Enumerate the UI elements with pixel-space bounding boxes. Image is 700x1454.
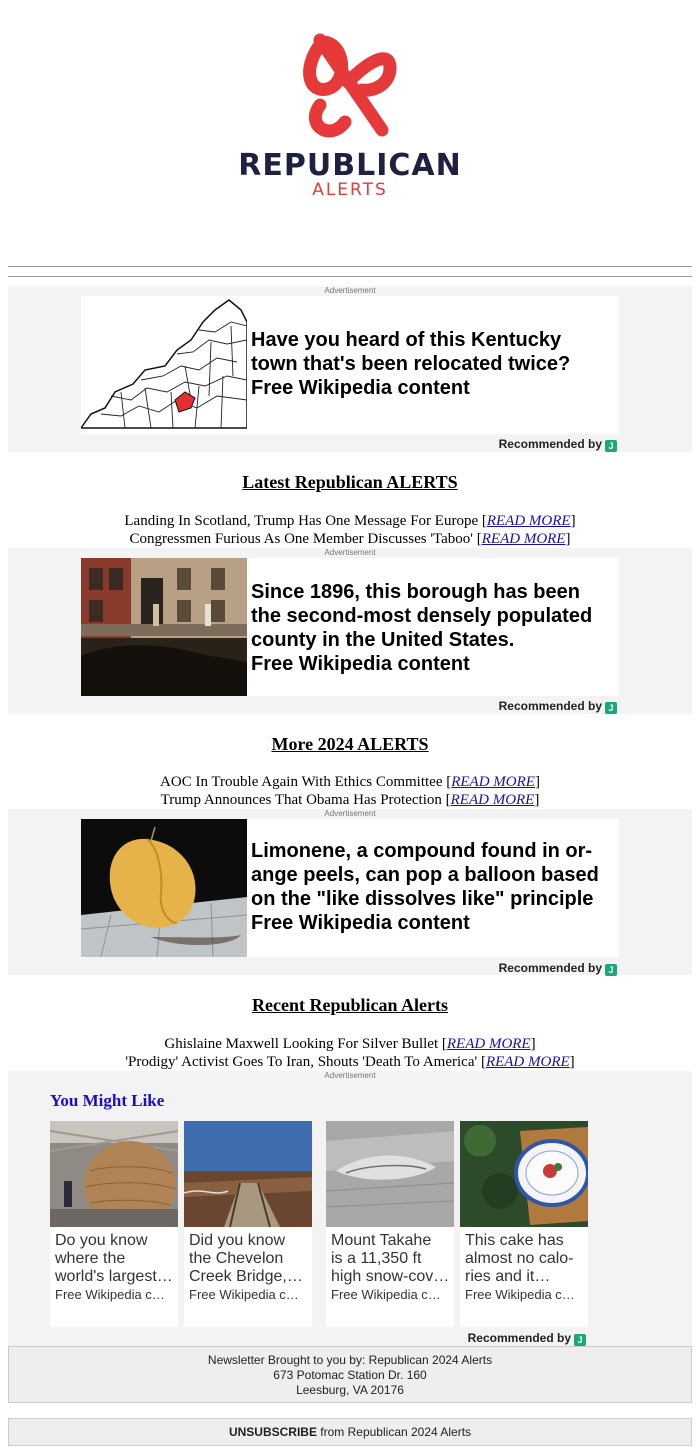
brand-name: REPUBLICAN [238, 148, 462, 183]
tile-source: Free Wikipedia c… [465, 1287, 575, 1302]
tile-headline[interactable]: This cake has almost no calo- ries and it… [465, 1232, 574, 1285]
tile-source: Free Wikipedia c… [331, 1287, 441, 1302]
read-more-link[interactable]: READ MORE [485, 1054, 570, 1070]
read-more-link[interactable]: READ MORE [450, 792, 535, 808]
newsletter-footer [8, 1346, 692, 1403]
jubna-icon: J [605, 440, 617, 452]
ad-headline[interactable]: Since 1896, this borough has been the second-most densely populated county in the United States. Free Wikipedia content [251, 580, 615, 676]
recommended-by[interactable]: Recommended by J [499, 437, 617, 452]
recommendation-tile[interactable] [460, 1121, 588, 1327]
ad-source: Free Wikipedia content [251, 653, 470, 675]
ad-label: Advertisement [324, 1071, 376, 1080]
ad-label: Advertisement [324, 809, 376, 818]
story-line: Trump Announces That Obama Has Protection [READ MORE] [160, 792, 540, 808]
widget-title: You Might Like [50, 1091, 165, 1110]
ad-label: Advertisement [324, 286, 376, 295]
story-line: Landing In Scotland, Trump Has One Message For Europe [READ MORE] [124, 513, 576, 529]
ad-block-1 [8, 286, 692, 452]
tile-source: Free Wikipedia c… [189, 1287, 299, 1302]
recommended-by[interactable]: Recommended by J [468, 1331, 586, 1346]
footer-line: Newsletter Brought to you by: Republican 2024 Alerts [207, 1353, 493, 1367]
story-line: Ghislaine Maxwell Looking For Silver Bullet [READ MORE] [164, 1036, 536, 1052]
recommendation-tile[interactable] [326, 1121, 454, 1327]
story-line: AOC In Trouble Again With Ethics Committee [READ MORE] [160, 774, 540, 790]
recommended-by[interactable]: Recommended by J [499, 961, 617, 976]
tile-headline[interactable]: Mount Takahe is a 11,350 ft high snow-cov… [331, 1232, 450, 1285]
tile-source: Free Wikipedia c… [55, 1287, 165, 1302]
ad-thumbnail[interactable] [81, 819, 247, 957]
read-more-link[interactable]: READ MORE [446, 1036, 531, 1052]
divider [8, 266, 692, 267]
jubna-icon: J [605, 964, 617, 976]
read-more-link[interactable]: READ MORE [486, 513, 571, 529]
footer-line: 673 Potomac Station Dr. 160 [273, 1368, 427, 1382]
ad-headline[interactable]: Limonene, a compound found in or- ange peels, can pop a balloon based on the "like dissolves like" principle Free Wikipedia content [251, 839, 615, 935]
ad-card[interactable] [81, 558, 619, 696]
ad-source: Free Wikipedia content [251, 377, 470, 399]
you-might-like-widget [8, 1071, 692, 1346]
ad-thumbnail[interactable] [81, 558, 247, 696]
read-more-link[interactable]: READ MORE [481, 531, 566, 547]
footer-line: Leesburg, VA 20176 [296, 1383, 404, 1397]
tile-headline[interactable]: Do you know where the world's largest… [55, 1232, 173, 1285]
tile-image[interactable] [326, 1121, 454, 1227]
recommended-by[interactable]: Recommended by J [499, 699, 617, 714]
story-line: 'Prodigy' Activist Goes To Iran, Shouts 'Death To America' [READ MORE] [125, 1054, 575, 1070]
section-title: More 2024 ALERTS [271, 734, 429, 754]
ad-block-3 [8, 809, 692, 975]
section-title: Latest Republican ALERTS [242, 472, 458, 492]
ad-thumbnail[interactable] [81, 296, 247, 434]
tile-image[interactable] [460, 1121, 588, 1227]
brand-mark-icon [300, 30, 400, 148]
ad-block-2 [8, 548, 692, 714]
tile-image[interactable] [184, 1121, 312, 1227]
unsubscribe-link[interactable]: UNSUBSCRIBE from Republican 2024 Alerts [8, 1418, 692, 1446]
ad-source: Free Wikipedia content [251, 912, 470, 934]
section-title: Recent Republican Alerts [252, 995, 448, 1015]
ad-label: Advertisement [324, 548, 376, 557]
recommendation-tile[interactable] [184, 1121, 312, 1327]
brand-logo[interactable] [0, 0, 700, 240]
ad-headline[interactable]: Have you heard of this Kentucky town that's been relocated twice? Free Wikipedia content [251, 328, 615, 400]
jubna-icon: J [574, 1334, 586, 1346]
jubna-icon: J [605, 702, 617, 714]
story-line: Congressmen Furious As One Member Discusses 'Taboo' [READ MORE] [129, 531, 571, 547]
brand-subname: ALERTS [312, 180, 388, 200]
ad-card[interactable] [81, 819, 619, 957]
divider [8, 276, 692, 277]
ad-card[interactable] [81, 296, 619, 434]
tile-image[interactable] [50, 1121, 178, 1227]
recommendation-tile[interactable] [50, 1121, 178, 1327]
tile-headline[interactable]: Did you know the Chevelon Creek Bridge,… [189, 1232, 303, 1285]
read-more-link[interactable]: READ MORE [451, 774, 535, 790]
